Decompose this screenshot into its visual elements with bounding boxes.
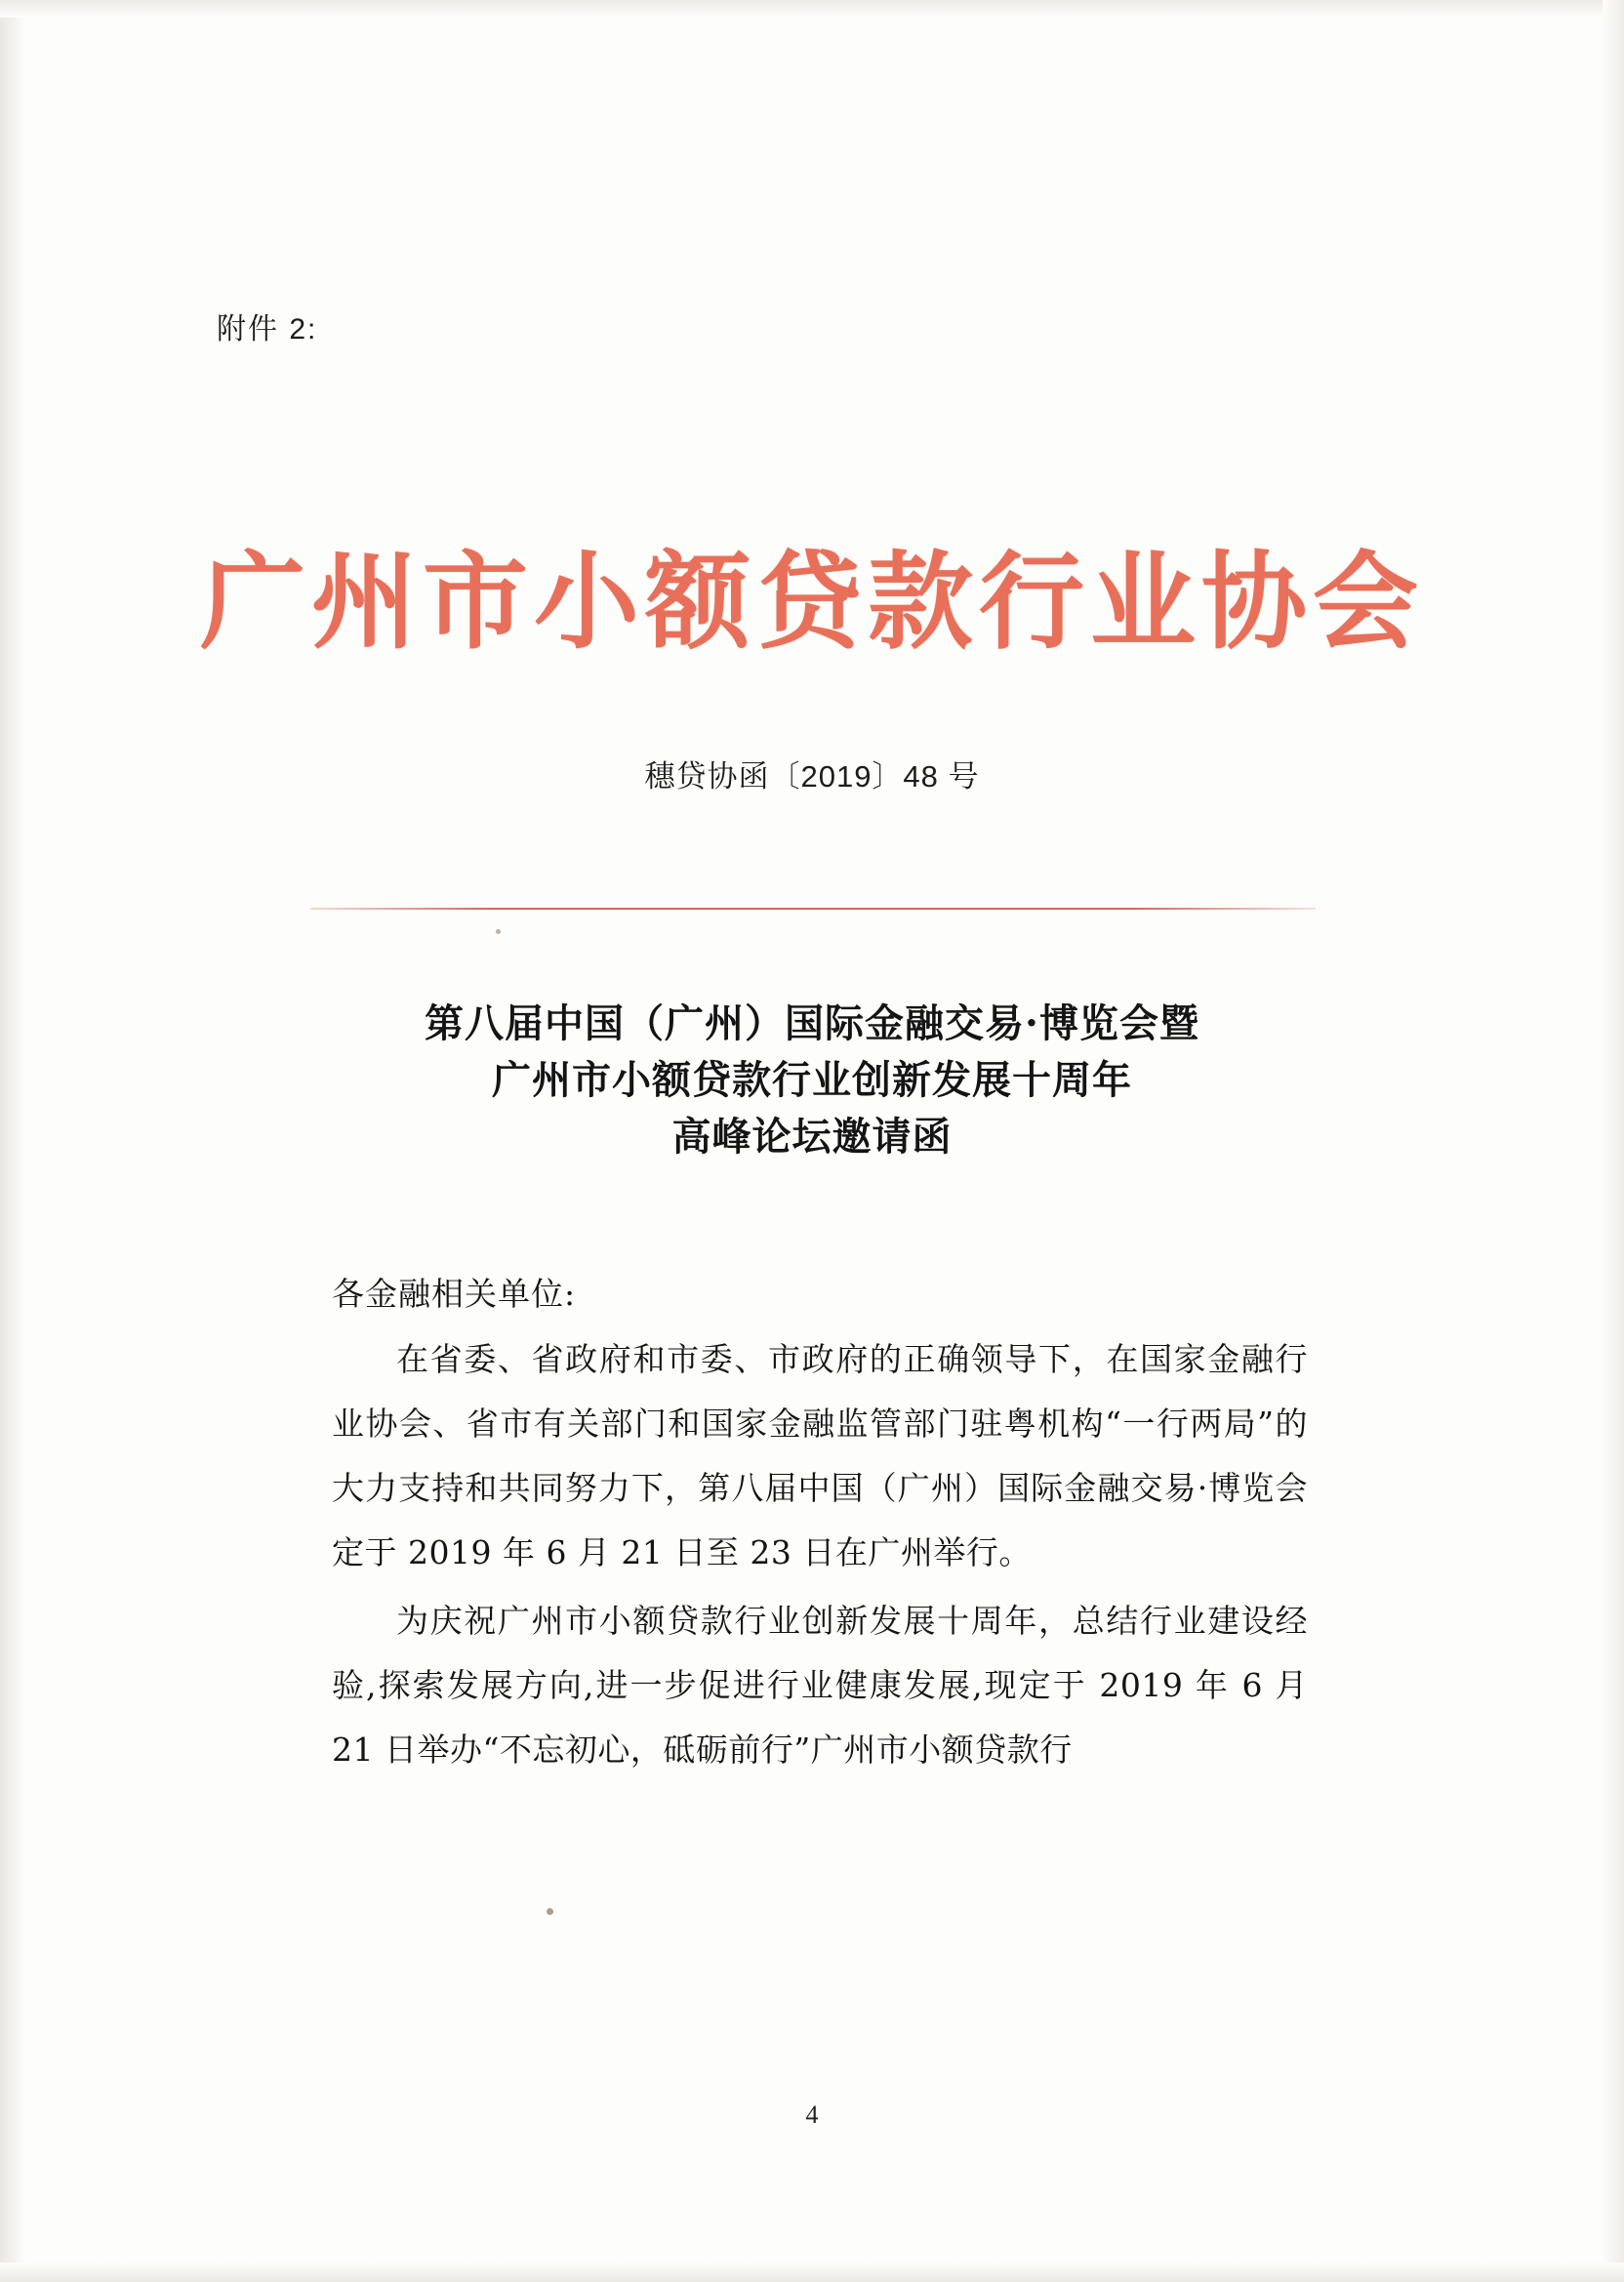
salutation: 各金融相关单位: [332,1275,577,1313]
page-edge-top [0,0,1624,18]
page-edge-left [0,0,25,2282]
scan-speck [496,929,501,934]
body-paragraph: 在省委、省政府和市委、市政府的正确领导下，在国家金融行业协会、省市有关部门和国家金融监管部门驻粤机构“一行两局”的大力支持和共同努力下，第八届中国（广州）国际金融交易·博览会定于 2019 年 6 月 21 日至 23 日在广州举行。 [332,1340,1308,1571]
scan-speck [547,1908,553,1915]
document-title-line: 第八届中国（广州）国际金融交易·博览会暨 [425,1000,1199,1046]
document-title-line: 高峰论坛邀请函 [671,1114,953,1160]
document-title-line: 广州市小额贷款行业创新发展十周年 [492,1057,1132,1103]
page-edge-right [1603,0,1624,2282]
organization-title: 广州市小额贷款行业协会 [199,542,1424,664]
page-number: 4 [805,2100,819,2129]
body-text [332,1327,1308,1786]
document-number: 穗贷协函〔2019〕48 号 [644,759,980,794]
body-paragraph: 为庆祝广州市小额贷款行业创新发展十周年，总结行业建设经验,探索发展方向,进一步促进行业健康发展,现定于 2019 年 6 月 21 日举办“不忘初心，砥砺前行”广州市小额贷款行 [332,1602,1308,1769]
page-edge-bottom [0,2262,1624,2282]
red-divider-rule [310,908,1316,910]
attachment-label: 附件 2: [217,313,318,346]
document-title [244,996,1380,1165]
